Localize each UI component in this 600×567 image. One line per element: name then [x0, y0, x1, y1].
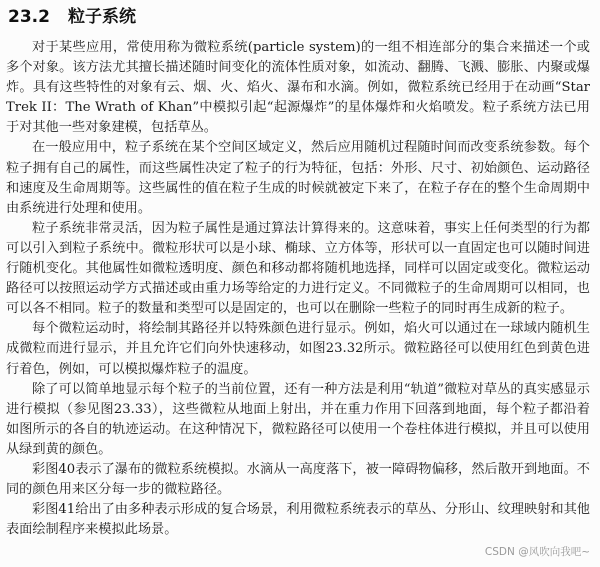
section-number: 23.2	[8, 7, 50, 27]
paragraph: 除了可以简单地显示每个粒子的当前位置，还有一种方法是利用“轨道”微粒对草丛的真实感显示进行模拟（参见图23.33），这些微粒从地面上射出，并在重力作用下回落到地面，每个粒子都沿着如图所示的各自的轨迹运动。在这种情况下，微粒路径可以使用一个卷柱体进行模拟，并且可以使用从绿到黄的颜色。	[6, 381, 590, 457]
paragraph: 在一般应用中，粒子系统在某个空间区域定义，然后应用随机过程随时间而改变系统参数。每个粒子拥有自己的属性，而这些属性决定了粒子的行为特征，包括：外形、尺寸、初始颜色、运动路径和速度及生命周期等。这些属性的值在粒子生成的时候就被定下来了，在粒子存在的整个生命周期中由系统进行处理和使用。	[6, 140, 590, 216]
paragraph: 彩图40表示了瀑布的微粒系统模拟。水滴从一高度落下，被一障碍物偏移，然后散开到地面。不同的颜色用来区分每一步的微粒路径。	[6, 461, 590, 498]
section-heading	[8, 4, 136, 30]
paragraph: 对于某些应用，常使用称为微粒系统(particle system)的一组不相连部分的集合来描述一个或多个对象。该方法尤其擅长描述随时间变化的流体性质对象，如流动、翻腾、飞溅、膨胀、内聚或爆炸。具有这些特性的对象有云、烟、火、焰火、瀑布和水滴。例如，微粒系统已经用于在动画“Star Trek II：The Wrath of Khan”中模拟引起“起源爆炸”的星体爆炸和火焰喷发。粒子系统方法已用于对其他一些对象建模，包括草丛。	[6, 40, 590, 136]
paragraph: 粒子系统非常灵活，因为粒子属性是通过算法计算得来的。这意味着，事实上任何类型的行为都可以引入到粒子系统中。微粒形状可以是小球、椭球、立方体等，形状可以一直固定也可以随时间进行随机变化。其他属性如微粒透明度、颜色和移动都将随机地选择，同样可以固定或变化。微粒运动路径可以按照运动学方式描述或由重力场等给定的力进行定义。不同微粒子的生命周期可以相同，也可以各不相同。粒子的数量和类型可以是固定的，也可以在删除一些粒子的同时再生成新的粒子。	[6, 220, 590, 317]
section-title: 粒子系统	[67, 7, 136, 27]
body-text	[6, 38, 590, 540]
paragraph: 每个微粒运动时，将绘制其路径并以特殊颜色进行显示。例如，焰火可以通过在一球域内随机生成微粒而进行显示，并且允许它们向外快速移动，如图23.32所示。微粒路径可以使用红色到黄色进行着色，例如，可以模拟爆炸粒子的温度。	[6, 321, 590, 377]
paragraph: 彩图41给出了由多种表示形成的复合场景，利用微粒系统表示的草丛、分形山、纹理映射和其他表面绘制程序来模拟此场景。	[6, 502, 590, 538]
watermark-text: CSDN @风吹向我吧~	[484, 546, 590, 558]
